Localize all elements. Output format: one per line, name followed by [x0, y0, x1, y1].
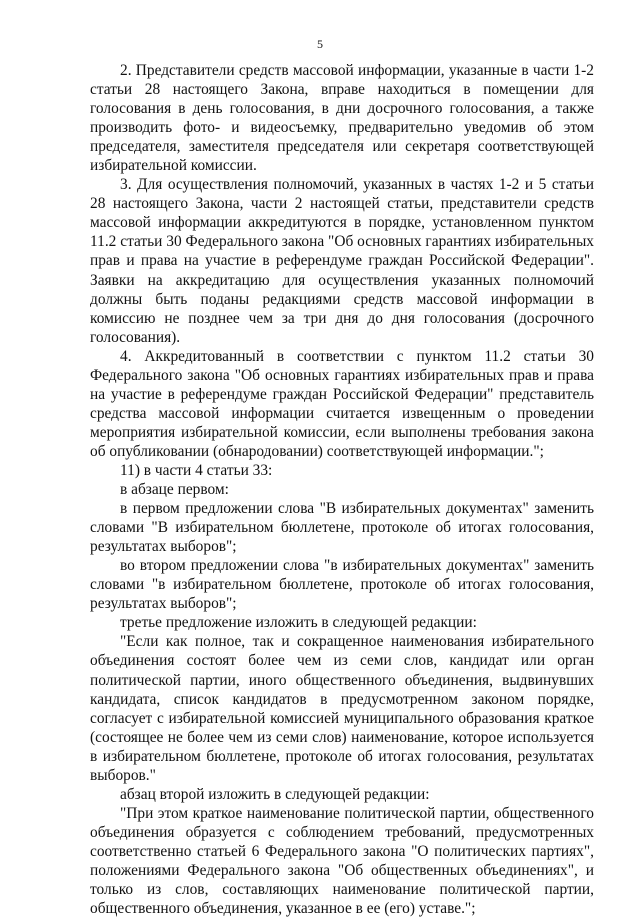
- paragraph: абзац второй изложить в следующей редакции:: [120, 785, 430, 803]
- paragraph: 11) в части 4 статьи 33:: [120, 461, 273, 479]
- document-body: [90, 61, 594, 918]
- page-number: 5: [317, 37, 323, 51]
- paragraph: "При этом краткое наименование политической партии, общественного объединения образуется с соблюдением требований, предусмотренных соответственно статьей 6 Федерального закона "О политических партиях", положениями Федерального закона "Об общественных объединениях", и только из слов, составляющих наименование политической партии, общественного объединения, указанное в ее (его) уставе.";: [90, 804, 594, 918]
- paragraph: 4. Аккредитованный в соответствии с пунктом 11.2 статьи 30 Федерального закона "Об основных гарантиях избирательных прав и права на участие в референдуме граждан Российской Федерации" представитель средства массовой информации считается извещенным о проведении мероприятия избирательной комиссии, если выполнены требования закона об опубликовании (обнародовании) соответствующей информации.";: [90, 347, 594, 460]
- paragraph: в абзаце первом:: [120, 481, 229, 499]
- paragraph: третье предложение изложить в следующей редакции:: [120, 614, 477, 632]
- paragraph: "Если как полное, так и сокращенное наименования избирательного объединения состоят более чем из семи слов, кандидат или орган политической партии, иного общественного объединения, выдвинувших кандидата, список кандидатов в предусмотренном законом порядке, согласует с избирательной комиссией муниципального образования краткое (состоящее не более чем из семи слов) наименование, которое используется в избирательном бюллетене, протоколе об итогах голосования, результатах выборов.": [90, 633, 594, 784]
- paragraph: в первом предложении слова "В избирательных документах" заменить словами "В избирательном бюллетене, протоколе об итогах голосования, результатах выборов";: [90, 500, 594, 556]
- paragraph: 3. Для осуществления полномочий, указанных в частях 1-2 и 5 статьи 28 настоящего Закона, части 2 настоящей статьи, представители средств массовой информации аккредитуются в порядке, установленном пунктом 11.2 статьи 30 Федерального закона "Об основных гарантиях избирательных прав и права на участие в референдуме граждан Российской Федерации". Заявки на аккредитацию для осуществления указанных полномочий должны быть поданы редакциями средств массовой информации в комиссию не позднее чем за три дня до дня голосования (досрочного голосования).: [90, 176, 594, 346]
- paragraph: во втором предложении слова "в избирательных документах" заменить словами "в избирательном бюллетене, протоколе об итогах голосования, результатах выборов";: [90, 557, 594, 613]
- paragraph: 2. Представители средств массовой информации, указанные в части 1-2 статьи 28 настоящего Закона, вправе находиться в помещении для голосования в день голосования, в дни досрочного голосования, а также производить фото- и видеосъемку, предварительно уведомив об этом председателя, заместителя председателя или секретаря соответствующей избирательной комиссии.: [90, 62, 594, 175]
